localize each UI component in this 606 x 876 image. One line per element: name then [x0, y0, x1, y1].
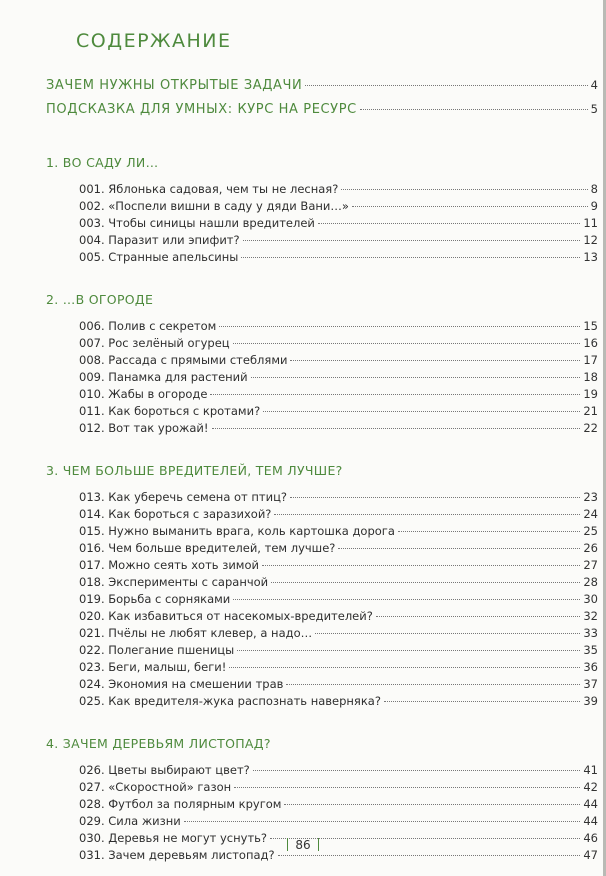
- toc-entry-title: 007. Рос зелёный огурец: [79, 336, 230, 350]
- toc-page-number: 9: [590, 199, 598, 213]
- toc-entry-title: 031. Зачем деревьям листопад?: [79, 848, 275, 862]
- section-entries: [46, 489, 598, 710]
- toc-entry-title: 005. Странные апельсины: [79, 250, 239, 264]
- section-heading[interactable]: 1. ВО САДУ ЛИ…: [46, 155, 159, 170]
- toc-entry-title: 016. Чем больше вредителей, тем лучше?: [79, 541, 336, 555]
- dot-leader: [290, 497, 580, 498]
- toc-page-number: 8: [590, 182, 598, 196]
- toc-main-entry-title: ПОДСКАЗКА ДЛЯ УМНЫХ: КУРС НА РЕСУРС: [46, 102, 357, 117]
- toc-entry-title: 001. Яблонька садовая, чем ты не лесная?: [79, 182, 339, 196]
- dot-leader: [384, 701, 580, 702]
- dot-leader: [233, 343, 581, 344]
- folio-number: 86: [295, 838, 311, 852]
- toc-page-number: 16: [583, 336, 598, 350]
- dot-leader: [290, 360, 580, 361]
- toc-main-entry[interactable]: [46, 102, 598, 126]
- toc-entry-title: 020. Как избавиться от насекомых-вредителей?: [79, 609, 373, 623]
- toc-page-number: 33: [583, 626, 598, 640]
- toc-page-number: 24: [583, 507, 598, 521]
- toc-entry[interactable]: [79, 232, 598, 249]
- dot-leader: [286, 684, 580, 685]
- toc-entry-title: 010. Жабы в огороде: [79, 387, 208, 401]
- toc-page-number: 21: [583, 404, 598, 418]
- section-entries: [46, 318, 598, 437]
- dot-leader: [237, 650, 580, 651]
- toc-entry[interactable]: [79, 574, 598, 591]
- toc-entry-title: 008. Рассада с прямыми стеблями: [79, 353, 288, 367]
- toc-entry-title: 023. Беги, малыш, беги!: [79, 660, 227, 674]
- toc-entry-title: 030. Деревья не могут уснуть?: [79, 831, 268, 845]
- toc-page-number: 47: [583, 848, 598, 862]
- toc-entry[interactable]: [79, 540, 598, 557]
- toc-entry[interactable]: [79, 608, 598, 625]
- dot-leader: [212, 428, 581, 429]
- toc-section: [46, 154, 598, 266]
- toc-page-number: 23: [583, 490, 598, 504]
- toc-sections: [46, 154, 598, 864]
- section-entries: [46, 181, 598, 266]
- toc-section: [46, 291, 598, 437]
- toc-entry[interactable]: [79, 693, 598, 710]
- toc-page-number: 37: [583, 677, 598, 691]
- toc-page-number: 46: [583, 831, 598, 845]
- toc-entry[interactable]: [79, 523, 598, 540]
- toc-page-number: 27: [583, 558, 598, 572]
- dot-leader: [360, 109, 588, 110]
- dot-leader: [241, 257, 580, 258]
- dot-leader: [263, 411, 580, 412]
- toc-entry-title: 024. Экономия на смешении трав: [79, 677, 284, 691]
- toc-entry-title: 015. Нужно выманить врага, коль картошка дорога: [79, 524, 395, 538]
- toc-entry-title: 003. Чтобы синицы нашли вредителей: [79, 216, 315, 230]
- toc-page-number: 5: [590, 102, 598, 116]
- dot-leader: [234, 787, 580, 788]
- toc-page-number: 28: [583, 575, 598, 589]
- dot-leader: [229, 667, 580, 668]
- toc-page-number: 35: [583, 643, 598, 657]
- dot-leader: [262, 565, 580, 566]
- toc-page-number: 22: [583, 421, 598, 435]
- toc-page-number: 41: [583, 763, 598, 777]
- toc-entry-title: 011. Как бороться с кротами?: [79, 404, 261, 418]
- toc-entry-title: 026. Цветы выбирают цвет?: [79, 763, 250, 777]
- toc-page-number: 19: [583, 387, 598, 401]
- toc-entry[interactable]: [79, 249, 598, 266]
- toc-entry[interactable]: [79, 198, 598, 215]
- dot-leader: [253, 770, 581, 771]
- toc-entry-title: 027. «Скоростной» газон: [79, 780, 232, 794]
- dot-leader: [184, 821, 581, 822]
- toc-entry-title: 009. Панамка для растений: [79, 370, 248, 384]
- toc-entry-title: 025. Как вредителя-жука распознать наверняка?: [79, 694, 381, 708]
- section-heading[interactable]: 2. …В ОГОРОДЕ: [46, 292, 154, 307]
- toc-entry[interactable]: [79, 779, 598, 796]
- page-number-footer: [0, 838, 606, 852]
- dot-leader: [219, 326, 580, 327]
- toc-entry[interactable]: [79, 557, 598, 574]
- dot-leader: [278, 855, 581, 856]
- toc-entry-title: 006. Полив с секретом: [79, 319, 217, 333]
- table-of-contents: [46, 78, 598, 864]
- toc-page-number: 32: [583, 609, 598, 623]
- toc-page-number: 4: [590, 78, 598, 92]
- dot-leader: [271, 582, 580, 583]
- toc-entry[interactable]: [79, 215, 598, 232]
- dot-leader: [243, 240, 581, 241]
- toc-entry-title: 018. Эксперименты с саранчой: [79, 575, 269, 589]
- toc-entry-title: 017. Можно сеять хоть зимой: [79, 558, 259, 572]
- toc-page-number: 36: [583, 660, 598, 674]
- toc-entry-title: 004. Паразит или эпифит?: [79, 233, 240, 247]
- toc-entry[interactable]: [79, 813, 598, 830]
- toc-page-number: 39: [583, 694, 598, 708]
- dot-leader: [305, 85, 587, 86]
- toc-entry[interactable]: [79, 489, 598, 506]
- dot-leader: [376, 616, 581, 617]
- section-heading[interactable]: 4. ЗАЧЕМ ДЕРЕВЬЯМ ЛИСТОПАД?: [46, 736, 271, 751]
- toc-page-number: 44: [583, 814, 598, 828]
- toc-page-number: 15: [583, 319, 598, 333]
- toc-entry[interactable]: [79, 318, 598, 335]
- toc-entry-title: 014. Как бороться с заразихой?: [79, 507, 272, 521]
- toc-entry-title: 013. Как уберечь семена от птиц?: [79, 490, 288, 504]
- toc-entry-title: 028. Футбол за полярным кругом: [79, 797, 282, 811]
- toc-entry-title: 029. Сила жизни: [79, 814, 181, 828]
- toc-page-number: 30: [583, 592, 598, 606]
- folio-bar-left: [287, 838, 288, 851]
- toc-entry[interactable]: [79, 642, 598, 659]
- toc-entry[interactable]: [79, 420, 598, 437]
- dot-leader: [210, 394, 580, 395]
- toc-section: [46, 462, 598, 710]
- dot-leader: [251, 377, 581, 378]
- dot-leader: [398, 531, 580, 532]
- toc-entry[interactable]: [79, 506, 598, 523]
- dot-leader: [315, 633, 580, 634]
- dot-leader: [318, 223, 580, 224]
- folio-bar-right: [318, 838, 319, 851]
- toc-entry[interactable]: [79, 796, 598, 813]
- toc-entry[interactable]: [79, 659, 598, 676]
- toc-entry[interactable]: [79, 181, 598, 198]
- toc-main-entry[interactable]: [46, 78, 598, 102]
- toc-entry-title: 002. «Поспели вишни в саду у дяди Вани…»: [79, 199, 349, 213]
- toc-page-number: 25: [583, 524, 598, 538]
- toc-entry-title: 019. Борьба с сорняками: [79, 592, 231, 606]
- section-heading[interactable]: 3. ЧЕМ БОЛЬШЕ ВРЕДИТЕЛЕЙ, ТЕМ ЛУЧШЕ?: [46, 463, 343, 478]
- toc-entry-title: 022. Полегание пшеницы: [79, 643, 235, 657]
- dot-leader: [352, 206, 588, 207]
- toc-page-number: 18: [583, 370, 598, 384]
- toc-entry-title: 021. Пчёлы не любят клевер, а надо…: [79, 626, 313, 640]
- page-title: СОДЕРЖАНИЕ: [76, 30, 232, 52]
- toc-page-number: 26: [583, 541, 598, 555]
- toc-page-number: 12: [583, 233, 598, 247]
- dot-leader: [233, 599, 580, 600]
- dot-leader: [341, 189, 587, 190]
- toc-entry[interactable]: [79, 625, 598, 642]
- toc-entry[interactable]: [79, 335, 598, 352]
- toc-main-entry-title: ЗАЧЕМ НУЖНЫ ОТКРЫТЫЕ ЗАДАЧИ: [46, 78, 303, 93]
- toc-page-number: 17: [583, 353, 598, 367]
- toc-entry[interactable]: [79, 591, 598, 608]
- toc-entry[interactable]: [79, 762, 598, 779]
- dot-leader: [284, 804, 580, 805]
- toc-entry[interactable]: [79, 352, 598, 369]
- dot-leader: [274, 514, 580, 515]
- toc-entry[interactable]: [79, 369, 598, 386]
- toc-page-number: 11: [583, 216, 598, 230]
- toc-entry[interactable]: [79, 676, 598, 693]
- toc-page-number: 42: [583, 780, 598, 794]
- toc-entry-title: 012. Вот так урожай!: [79, 421, 209, 435]
- toc-entry[interactable]: [79, 403, 598, 420]
- dot-leader: [338, 548, 580, 549]
- toc-page-number: 44: [583, 797, 598, 811]
- toc-page-number: 13: [583, 250, 598, 264]
- toc-entry[interactable]: [79, 386, 598, 403]
